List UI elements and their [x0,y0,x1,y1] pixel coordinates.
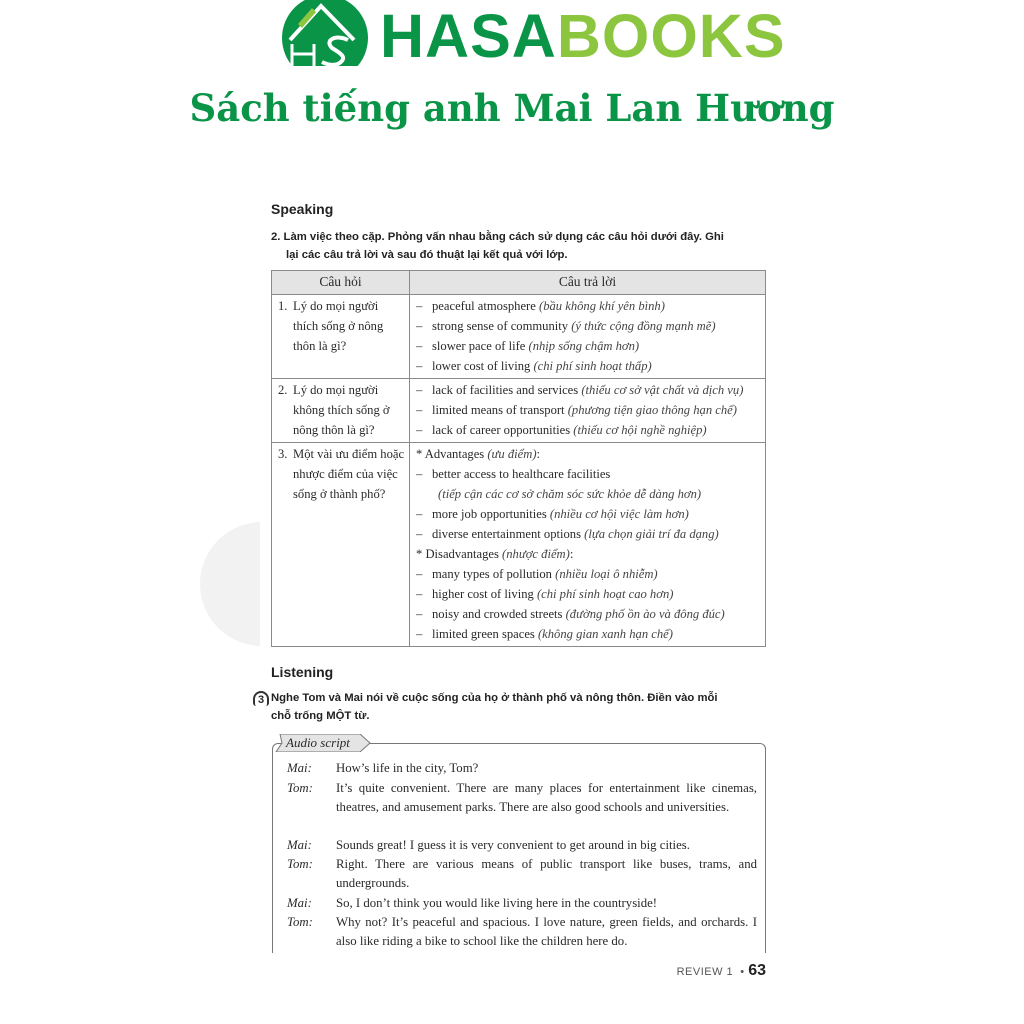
answer-item: – lack of facilities and services (thiếu cơ sở vật chất và dịch vụ) [416,383,744,397]
answer-item: – slower pace of life (nhịp sống chậm hơn) [416,339,640,353]
script-line: Mai: How’s life in the city, Tom? [287,761,479,775]
speaking-table [271,270,766,647]
speaking-instruction [271,229,771,264]
question-cell [272,295,410,379]
table-row [272,443,766,647]
brand-part2: BOOKS [556,2,786,70]
instruction-line: chỗ trống MỘT từ. [271,709,370,722]
answer-item: – strong sense of community (ý thức cộng đồng mạnh mẽ) [416,319,716,333]
answer-item: – diverse entertainment options (lựa chọn giải trí đa dạng) [416,527,719,541]
table-row [272,295,766,379]
question-cell: 3. Một vài ưu điểm hoặc nhược điểm của việc sống ở thành phố? [272,443,410,647]
speaking-heading: Speaking [271,201,334,217]
instruction-line: 2. Làm việc theo cặp. Phỏng vấn nhau bằng cách sử dụng các câu hỏi dưới đây. Ghi [271,231,724,243]
answer-item: – limited means of transport (phương tiện giao thông hạn chế) [416,403,737,417]
header-question: Câu hỏi [272,271,410,295]
answer-item: – limited green spaces (không gian xanh hạn chế) [416,627,673,641]
advantages-label: * Advantages (ưu điểm): [416,447,541,461]
listening-heading: Listening [271,664,334,680]
page-number: 63 [748,962,766,979]
script-line: Tom: Why not? It’s peaceful and spacious. I love nature, green fields, and orchards. I also like riding a bike to school like the children here do. [287,915,757,949]
answer-item: – higher cost of living (chi phí sinh hoạt cao hơn) [416,587,674,601]
answer-item: – noisy and crowded streets (đường phố ồn ào và đông đúc) [416,607,725,621]
question-cell: 2. Lý do mọi người không thích sống ở nông thôn là gì? [272,379,410,443]
brand-name [380,2,786,70]
table-row [272,379,766,443]
answer-item: – better access to healthcare facilities [416,467,611,481]
answer-item: – more job opportunities (nhiều cơ hội việc làm hơn) [416,507,689,521]
answer-cell [410,295,766,379]
audio-script-label: Audio script [286,735,350,750]
disadvantages-label: * Disadvantages (nhược điểm): [416,547,574,561]
question-number: 1. [278,299,288,313]
brand-subtitle: Sách tiếng anh Mai Lan Hương [189,86,835,130]
page-footer: REVIEW 1 • 63 [676,962,766,979]
track-number: 3 [257,694,265,706]
answer-item: – peaceful atmosphere (bầu không khí yên bình) [416,299,665,313]
table-header-row [272,271,766,295]
question-text: Lý do mọi người thích sống ở nông thôn là gì? [293,299,384,353]
instruction-line: Nghe Tom và Mai nói về cuộc sống của họ ở thành phố và nông thôn. Điền vào mỗi [271,692,718,704]
hasabooks-logo-icon [276,0,375,66]
answer-translation: (tiếp cận các cơ sở chăm sóc sức khỏe dễ dàng hơn) [438,487,702,501]
brand-part1: HASA [380,2,557,70]
script-line: Mai: So, I don’t think you would like living here in the countryside! [287,896,658,910]
script-line: Mai: Sounds great! I guess it is very convenient to get around in big cities. [287,838,690,852]
answer-item: – many types of pollution (nhiều loại ô nhiễm) [416,567,658,581]
script-line: Tom: Right. There are various means of public transport like buses, trams, and undergrounds. [287,857,757,891]
answer-cell [410,379,766,443]
watermark-icon [198,520,260,648]
instruction-line: lại các câu trả lời và sau đó thuật lại kết quả với lớp. [286,248,568,261]
script-line: Tom: It’s quite convenient. There are many places for entertainment like cinemas, theatres, and amusement parks. There are also good schools and universities. [287,781,757,815]
answer-item: – lack of career opportunities (thiếu cơ hội nghề nghiệp) [416,423,707,437]
listening-instruction [271,690,771,725]
header-answer: Câu trả lời [410,271,766,295]
answer-cell [410,443,766,647]
audio-track-icon[interactable] [253,691,269,706]
answer-item: – lower cost of living (chi phí sinh hoạt thấp) [416,359,652,373]
